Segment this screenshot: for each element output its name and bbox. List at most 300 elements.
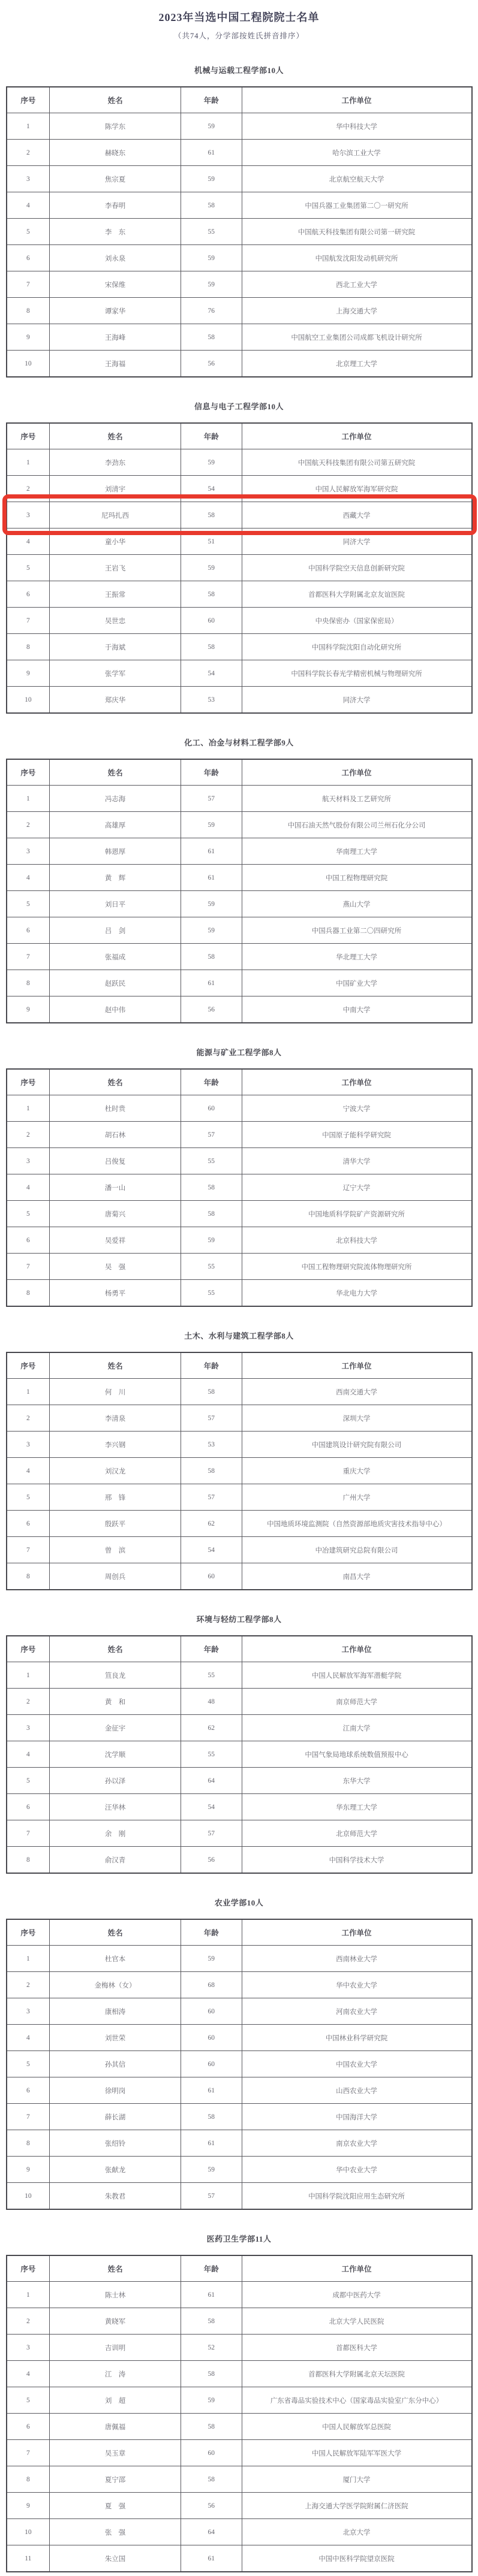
table-row	[7, 555, 472, 581]
table-row	[7, 1662, 472, 1689]
cell-index: 7	[7, 1254, 50, 1280]
cell-age: 60	[181, 1095, 242, 1122]
table-row	[7, 2519, 472, 2545]
cell-name: 汪华林	[50, 1794, 181, 1820]
cell-age: 55	[181, 1741, 242, 1768]
table-row	[7, 1280, 472, 1307]
cell-unit: 南京师范大学	[242, 1689, 471, 1715]
cell-unit: 中国地质环境监测院（自然资源部地质灾害技术指导中心）	[242, 1511, 471, 1537]
table-row	[7, 970, 472, 996]
table-row	[7, 1741, 472, 1768]
table-row	[7, 838, 472, 865]
cell-age: 48	[181, 1689, 242, 1715]
cell-name: 孙以泽	[50, 1768, 181, 1794]
column-header: 序号	[7, 759, 50, 786]
cell-unit: 北京航空航天大学	[242, 166, 471, 192]
cell-age: 59	[181, 166, 242, 192]
column-header: 序号	[7, 1636, 50, 1662]
table-row	[7, 2025, 472, 2051]
cell-age: 60	[181, 608, 242, 634]
cell-index: 9	[7, 660, 50, 687]
cell-name: 王振常	[50, 581, 181, 608]
cell-index: 3	[7, 502, 50, 529]
cell-age: 64	[181, 2519, 242, 2545]
cell-name: 邢 锋	[50, 1484, 181, 1511]
cell-unit: 华中科技大学	[242, 113, 471, 140]
section	[0, 64, 478, 378]
cell-age: 59	[181, 245, 242, 271]
cell-unit: 中国工程物理研究院流体物理研究所	[242, 1254, 471, 1280]
cell-unit: 中国航发沈阳发动机研究所	[242, 245, 471, 271]
cell-index: 4	[7, 2025, 50, 2051]
cell-index: 8	[7, 2130, 50, 2157]
roster-table	[6, 1919, 473, 2210]
cell-name: 陈学东	[50, 113, 181, 140]
table-row	[7, 529, 472, 555]
header-row	[7, 759, 472, 786]
roster-table	[6, 759, 473, 1023]
cell-unit: 清华大学	[242, 1148, 471, 1174]
table-row	[7, 245, 472, 271]
table-wrap	[6, 1919, 473, 2210]
cell-name: 夏宁邵	[50, 2466, 181, 2493]
section-title: 农业学部10人	[214, 1898, 264, 1907]
column-header: 年龄	[181, 2255, 242, 2282]
cell-age: 60	[181, 1998, 242, 2025]
cell-index: 5	[7, 1484, 50, 1511]
cell-name: 孙其信	[50, 2051, 181, 2077]
cell-age: 58	[181, 324, 242, 351]
cell-age: 53	[181, 687, 242, 714]
cell-unit: 哈尔滨工业大学	[242, 140, 471, 166]
column-header: 序号	[7, 87, 50, 113]
cell-unit: 西南交通大学	[242, 1379, 471, 1405]
table-row	[7, 2183, 472, 2210]
cell-unit: 中国科学院长春光学精密机械与物理研究所	[242, 660, 471, 687]
cell-index: 11	[7, 2545, 50, 2572]
cell-age: 57	[181, 1122, 242, 1148]
cell-name: 张绍铃	[50, 2130, 181, 2157]
cell-age: 52	[181, 2335, 242, 2361]
cell-age: 59	[181, 1946, 242, 1972]
roster-table	[6, 1068, 473, 1307]
cell-unit: 北京大学	[242, 2519, 471, 2545]
table-row	[7, 1998, 472, 2025]
cell-unit: 中国兵器工业第二〇四研究所	[242, 917, 471, 944]
cell-index: 7	[7, 2440, 50, 2466]
cell-index: 9	[7, 2157, 50, 2183]
section-title: 环境与轻纺工程学部8人	[196, 1615, 282, 1624]
cell-index: 9	[7, 996, 50, 1023]
table-wrap	[6, 1635, 473, 1874]
column-header: 工作单位	[242, 1636, 471, 1662]
column-header: 年龄	[181, 423, 242, 449]
cell-index: 4	[7, 865, 50, 891]
cell-age: 59	[181, 271, 242, 298]
cell-name: 周创兵	[50, 1563, 181, 1590]
cell-index: 3	[7, 1998, 50, 2025]
cell-name: 金征宇	[50, 1715, 181, 1741]
table-row	[7, 219, 472, 245]
cell-index: 2	[7, 1405, 50, 1432]
cell-name: 王海福	[50, 351, 181, 378]
cell-index: 8	[7, 2466, 50, 2493]
table-row	[7, 1095, 472, 1122]
cell-name: 江 涛	[50, 2361, 181, 2387]
table-row	[7, 2051, 472, 2077]
table-row	[7, 298, 472, 324]
cell-unit: 首都医科大学附属北京天坛医院	[242, 2361, 471, 2387]
column-header: 姓名	[50, 2255, 181, 2282]
cell-name: 笪良龙	[50, 1662, 181, 1689]
cell-index: 7	[7, 944, 50, 970]
table-row	[7, 2545, 472, 2572]
cell-unit: 重庆大学	[242, 1458, 471, 1484]
cell-unit: 中国气象局地球系统数值预报中心	[242, 1741, 471, 1768]
cell-age: 51	[181, 529, 242, 555]
cell-index: 4	[7, 1741, 50, 1768]
cell-unit: 中冶建筑研究总院有限公司	[242, 1537, 471, 1563]
cell-index: 8	[7, 1280, 50, 1307]
header-row	[7, 87, 472, 113]
cell-age: 58	[181, 1174, 242, 1201]
section	[0, 1896, 478, 2210]
cell-age: 61	[181, 2282, 242, 2308]
cell-unit: 东华大学	[242, 1768, 471, 1794]
cell-unit: 西北工业大学	[242, 271, 471, 298]
cell-unit: 北京理工大学	[242, 351, 471, 378]
cell-index: 1	[7, 1379, 50, 1405]
roster-table	[6, 2255, 473, 2572]
cell-age: 58	[181, 1458, 242, 1484]
section	[0, 400, 478, 714]
cell-age: 58	[181, 581, 242, 608]
cell-name: 刘汉龙	[50, 1458, 181, 1484]
cell-name: 吉训明	[50, 2335, 181, 2361]
cell-name: 殷跃平	[50, 1511, 181, 1537]
cell-unit: 成都中医药大学	[242, 2282, 471, 2308]
cell-name: 张学军	[50, 660, 181, 687]
cell-age: 56	[181, 2493, 242, 2519]
page-subtitle: （共74人，分学部按姓氏拼音排序）	[173, 32, 304, 40]
table-row	[7, 2282, 472, 2308]
cell-index: 1	[7, 1662, 50, 1689]
cell-name: 黄 辉	[50, 865, 181, 891]
roster-table	[6, 422, 473, 714]
table-row	[7, 1768, 472, 1794]
cell-index: 10	[7, 351, 50, 378]
cell-name: 何 川	[50, 1379, 181, 1405]
cell-age: 57	[181, 1820, 242, 1847]
cell-name: 韩恩厚	[50, 838, 181, 865]
cell-unit: 中国航天科技集团有限公司第五研究院	[242, 449, 471, 476]
cell-age: 60	[181, 2025, 242, 2051]
cell-name: 胡石林	[50, 1122, 181, 1148]
cell-index: 4	[7, 192, 50, 219]
cell-name: 于海斌	[50, 634, 181, 660]
cell-unit: 首都医科大学	[242, 2335, 471, 2361]
cell-index: 9	[7, 324, 50, 351]
roster-table	[6, 86, 473, 378]
table-row	[7, 2104, 472, 2130]
header-row	[7, 1919, 472, 1946]
column-header: 年龄	[181, 1919, 242, 1946]
cell-name: 吕俊复	[50, 1148, 181, 1174]
cell-unit: 首都医科大学附属北京友谊医院	[242, 581, 471, 608]
table-row	[7, 324, 472, 351]
cell-index: 10	[7, 687, 50, 714]
column-header: 姓名	[50, 759, 181, 786]
cell-index: 3	[7, 1715, 50, 1741]
cell-name: 唐佩福	[50, 2414, 181, 2440]
cell-age: 54	[181, 1794, 242, 1820]
cell-name: 黄 和	[50, 1689, 181, 1715]
cell-unit: 华中农业大学	[242, 1972, 471, 1998]
table-row	[7, 1201, 472, 1227]
column-header: 工作单位	[242, 1919, 471, 1946]
cell-age: 59	[181, 449, 242, 476]
cell-name: 刘 超	[50, 2387, 181, 2414]
cell-age: 56	[181, 351, 242, 378]
cell-name: 刘永泉	[50, 245, 181, 271]
cell-name: 李清泉	[50, 1405, 181, 1432]
cell-index: 2	[7, 1689, 50, 1715]
cell-unit: 宁波大学	[242, 1095, 471, 1122]
table-row	[7, 2077, 472, 2104]
cell-unit: 中国人民解放军海军潜艇学院	[242, 1662, 471, 1689]
table-row	[7, 1379, 472, 1405]
cell-index: 6	[7, 245, 50, 271]
column-header: 年龄	[181, 759, 242, 786]
cell-name: 高雄厚	[50, 812, 181, 838]
cell-unit: 江南大学	[242, 1715, 471, 1741]
table-row	[7, 581, 472, 608]
cell-name: 沈学顺	[50, 1741, 181, 1768]
cell-unit: 南京农业大学	[242, 2130, 471, 2157]
cell-unit: 河南农业大学	[242, 1998, 471, 2025]
column-header: 工作单位	[242, 87, 471, 113]
cell-index: 4	[7, 1174, 50, 1201]
cell-age: 59	[181, 555, 242, 581]
cell-unit: 中国林业科学研究院	[242, 2025, 471, 2051]
cell-index: 5	[7, 2051, 50, 2077]
cell-unit: 中国兵器工业集团第二〇一研究所	[242, 192, 471, 219]
cell-name: 杜时贵	[50, 1095, 181, 1122]
cell-age: 58	[181, 944, 242, 970]
table-row	[7, 2414, 472, 2440]
cell-age: 59	[181, 2387, 242, 2414]
table-row	[7, 917, 472, 944]
cell-index: 3	[7, 1432, 50, 1458]
table-row	[7, 865, 472, 891]
cell-index: 5	[7, 1201, 50, 1227]
cell-name: 刘世荣	[50, 2025, 181, 2051]
cell-index: 7	[7, 1537, 50, 1563]
cell-unit: 中国海洋大学	[242, 2104, 471, 2130]
cell-unit: 中南大学	[242, 996, 471, 1023]
cell-index: 1	[7, 113, 50, 140]
cell-name: 宋保维	[50, 271, 181, 298]
header-row	[7, 423, 472, 449]
cell-index: 2	[7, 140, 50, 166]
cell-index: 4	[7, 1458, 50, 1484]
header-row	[7, 1636, 472, 1662]
cell-age: 53	[181, 1432, 242, 1458]
cell-unit: 中国原子能科学研究院	[242, 1122, 471, 1148]
table-row	[7, 1563, 472, 1590]
cell-index: 5	[7, 555, 50, 581]
cell-name: 曾 滨	[50, 1537, 181, 1563]
table-row	[7, 1432, 472, 1458]
cell-index: 1	[7, 786, 50, 812]
table-row	[7, 113, 472, 140]
header-row	[7, 1069, 472, 1095]
table-row	[7, 996, 472, 1023]
cell-name: 刘清宇	[50, 476, 181, 502]
cell-index: 1	[7, 2282, 50, 2308]
table-row	[7, 2335, 472, 2361]
table-wrap	[6, 422, 473, 714]
cell-index: 6	[7, 581, 50, 608]
column-header: 年龄	[181, 1069, 242, 1095]
cell-age: 59	[181, 917, 242, 944]
cell-name: 尼玛扎西	[50, 502, 181, 529]
section-title: 医药卫生学部11人	[206, 2234, 272, 2243]
table-row	[7, 2361, 472, 2387]
section-title: 土木、水利与建筑工程学部8人	[184, 1331, 294, 1340]
cell-age: 68	[181, 1972, 242, 1998]
table-row	[7, 660, 472, 687]
cell-name: 王岩飞	[50, 555, 181, 581]
cell-index: 7	[7, 271, 50, 298]
cell-index: 6	[7, 2077, 50, 2104]
cell-index: 1	[7, 449, 50, 476]
cell-name: 李兴钢	[50, 1432, 181, 1458]
cell-age: 59	[181, 812, 242, 838]
cell-unit: 厦门大学	[242, 2466, 471, 2493]
table-row	[7, 1946, 472, 1972]
cell-age: 57	[181, 1405, 242, 1432]
cell-unit: 北京师范大学	[242, 1820, 471, 1847]
cell-age: 60	[181, 2440, 242, 2466]
cell-age: 64	[181, 1768, 242, 1794]
cell-age: 61	[181, 865, 242, 891]
cell-age: 62	[181, 1511, 242, 1537]
table-row	[7, 1972, 472, 1998]
cell-age: 61	[181, 2077, 242, 2104]
table-row	[7, 2493, 472, 2519]
cell-unit: 北京大学人民医院	[242, 2308, 471, 2335]
cell-index: 8	[7, 634, 50, 660]
column-header: 年龄	[181, 87, 242, 113]
section	[0, 1330, 478, 1590]
cell-age: 55	[181, 1254, 242, 1280]
cell-unit: 中国人民解放军海军研究院	[242, 476, 471, 502]
cell-index: 4	[7, 529, 50, 555]
cell-age: 58	[181, 2466, 242, 2493]
cell-unit: 中国石油天然气股份有限公司兰州石化分公司	[242, 812, 471, 838]
cell-name: 冯志海	[50, 786, 181, 812]
cell-unit: 同济大学	[242, 529, 471, 555]
page-title: 2023年当选中国工程院院士名单	[158, 11, 320, 23]
cell-unit: 同济大学	[242, 687, 471, 714]
cell-age: 58	[181, 2414, 242, 2440]
cell-age: 54	[181, 660, 242, 687]
table-row	[7, 2440, 472, 2466]
cell-index: 3	[7, 166, 50, 192]
cell-age: 61	[181, 838, 242, 865]
cell-name: 吴 强	[50, 1254, 181, 1280]
column-header: 工作单位	[242, 1069, 471, 1095]
cell-unit: 西藏大学	[242, 502, 471, 529]
column-header: 姓名	[50, 87, 181, 113]
column-header: 姓名	[50, 1069, 181, 1095]
cell-unit: 中国工程物理研究院	[242, 865, 471, 891]
cell-name: 李 东	[50, 219, 181, 245]
cell-name: 杜官本	[50, 1946, 181, 1972]
cell-unit: 广东省毒品实验技术中心（国家毒品实验室广东分中心）	[242, 2387, 471, 2414]
cell-name: 黄晓军	[50, 2308, 181, 2335]
cell-index: 6	[7, 2414, 50, 2440]
cell-index: 10	[7, 2183, 50, 2210]
cell-unit: 燕山大学	[242, 891, 471, 917]
cell-unit: 华北理工大学	[242, 944, 471, 970]
cell-unit: 华北电力大学	[242, 1280, 471, 1307]
cell-unit: 广州大学	[242, 1484, 471, 1511]
cell-index: 8	[7, 298, 50, 324]
cell-index: 5	[7, 1768, 50, 1794]
cell-age: 55	[181, 1148, 242, 1174]
cell-unit: 深圳大学	[242, 1405, 471, 1432]
cell-name: 赵跃民	[50, 970, 181, 996]
cell-index: 7	[7, 608, 50, 634]
cell-name: 刘日平	[50, 891, 181, 917]
table-row	[7, 351, 472, 378]
cell-age: 58	[181, 1201, 242, 1227]
cell-index: 10	[7, 2519, 50, 2545]
cell-index: 9	[7, 2493, 50, 2519]
cell-name: 金梅林（女）	[50, 1972, 181, 1998]
table-row	[7, 2130, 472, 2157]
table-row	[7, 502, 472, 529]
cell-age: 61	[181, 140, 242, 166]
cell-unit: 中国科学技术大学	[242, 1847, 471, 1874]
cell-age: 58	[181, 502, 242, 529]
roster-table	[6, 1352, 473, 1590]
cell-name: 陈士林	[50, 2282, 181, 2308]
cell-index: 8	[7, 970, 50, 996]
cell-index: 5	[7, 219, 50, 245]
cell-unit: 中国科学院空天信息创新研究院	[242, 555, 471, 581]
cell-unit: 上海交通大学医学院附属仁济医院	[242, 2493, 471, 2519]
cell-name: 康相涛	[50, 1998, 181, 2025]
column-header: 序号	[7, 2255, 50, 2282]
table-row	[7, 812, 472, 838]
cell-unit: 中国农业大学	[242, 2051, 471, 2077]
header-row	[7, 2255, 472, 2282]
table-wrap	[6, 759, 473, 1023]
cell-index: 7	[7, 1820, 50, 1847]
table-row	[7, 1227, 472, 1254]
cell-name: 吴世忠	[50, 608, 181, 634]
table-row	[7, 140, 472, 166]
cell-index: 8	[7, 1847, 50, 1874]
column-header: 工作单位	[242, 1352, 471, 1379]
cell-index: 2	[7, 2308, 50, 2335]
cell-name: 赵中伟	[50, 996, 181, 1023]
roster-table	[6, 1635, 473, 1874]
cell-name: 杨勇平	[50, 1280, 181, 1307]
